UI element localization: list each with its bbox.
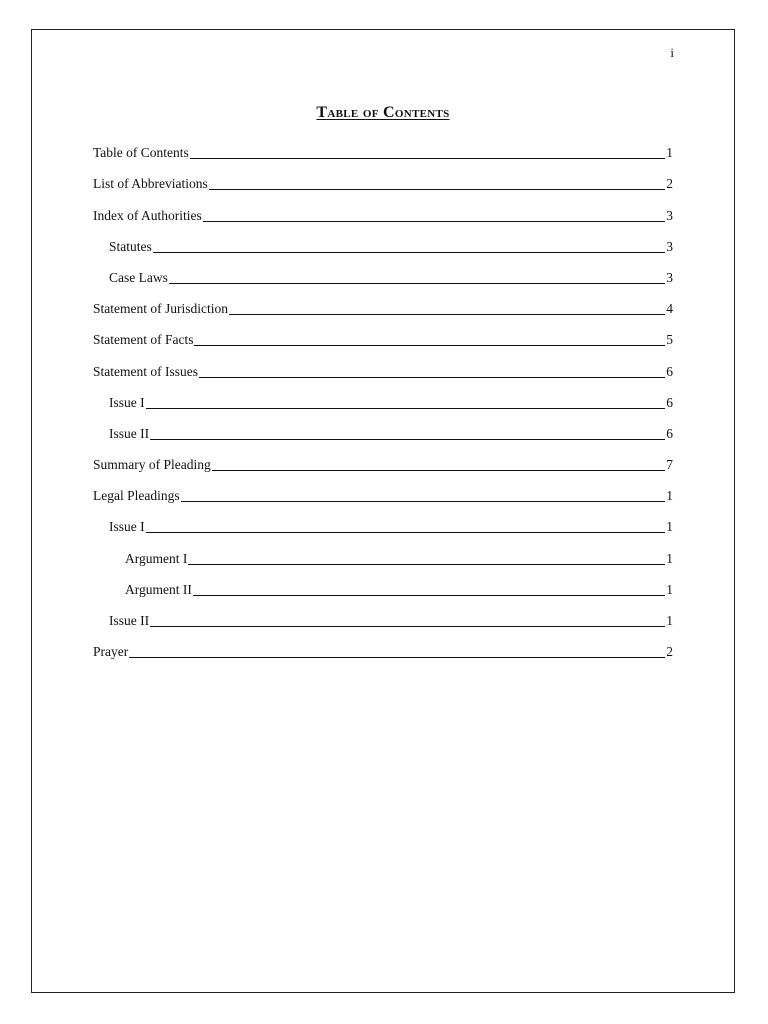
page-number: i (670, 45, 674, 60)
toc-entry-label: Index of Authorities (93, 207, 202, 223)
toc-entry-label: Case Laws (109, 269, 168, 285)
toc-entry-label: Argument II (125, 581, 192, 597)
toc-entry[interactable] (93, 505, 673, 536)
toc-entry-page: 6 (666, 394, 673, 410)
toc-leader-line (199, 376, 665, 378)
toc-entry-page: 5 (666, 332, 673, 348)
toc-leader-line (129, 656, 665, 658)
toc-leader-line (146, 531, 666, 533)
toc-entry-page: 4 (666, 301, 673, 317)
toc-entry-label: Prayer (93, 644, 129, 660)
toc-entry-page: 7 (666, 457, 673, 473)
toc-entry-page: 3 (666, 269, 673, 285)
toc-entry-page: 1 (666, 488, 673, 504)
toc-entry[interactable] (93, 412, 673, 443)
toc-entry-label: Statement of Facts (93, 332, 194, 348)
toc-entry-page: 2 (666, 644, 673, 660)
toc-entry[interactable] (93, 193, 673, 224)
toc-entry-label: Issue I (109, 394, 145, 410)
toc-entry[interactable] (93, 349, 673, 380)
toc-leader-line (193, 594, 665, 596)
toc-entry[interactable] (93, 318, 673, 349)
toc-entry-label: Issue II (109, 613, 150, 628)
toc-leader-line (150, 625, 665, 627)
toc-entry-page: 1 (666, 550, 673, 566)
toc-entry-page: 3 (666, 238, 673, 254)
toc-entry-page: 1 (666, 145, 673, 161)
toc-entry[interactable] (93, 599, 673, 630)
toc-entry-page: 2 (666, 176, 673, 192)
toc-entry-page: 1 (666, 519, 673, 535)
toc-entry-page: 3 (666, 207, 673, 223)
toc-entry[interactable] (93, 162, 673, 193)
toc-entry[interactable] (93, 256, 673, 287)
toc-leader-line (153, 251, 666, 253)
toc-leader-line (194, 344, 665, 346)
toc-entry[interactable] (93, 443, 673, 474)
toc-heading (32, 104, 734, 122)
toc-entry-label: Issue I (109, 519, 145, 535)
toc-entry[interactable] (93, 131, 673, 162)
toc-leader-line (150, 438, 665, 440)
toc-entry-label: Summary of Pleading (93, 457, 211, 473)
toc-entry[interactable] (93, 630, 673, 661)
toc-entry-label: Issue II (109, 425, 150, 441)
toc-entry-label: Statement of Jurisdiction (93, 301, 228, 317)
document-page (31, 29, 735, 993)
toc-leader-line (203, 220, 666, 222)
toc-leader-line (229, 313, 665, 315)
toc-leader-line (190, 157, 665, 159)
toc-entry[interactable] (93, 225, 673, 256)
toc-entry-label: Statutes (109, 238, 152, 254)
toc-entry[interactable] (93, 381, 673, 412)
toc-leader-line (188, 563, 665, 565)
toc-leader-line (169, 282, 665, 284)
toc-entry-page: 1 (666, 613, 673, 628)
toc-entry[interactable] (93, 287, 673, 318)
toc-entry[interactable] (93, 568, 673, 599)
toc-entry-label: List of Abbreviations (93, 176, 208, 192)
toc-heading-text: Table of Contents (316, 104, 450, 121)
toc-leader-line (181, 500, 666, 502)
toc-entry-label: Table of Contents (93, 145, 189, 161)
toc-entry-page: 6 (666, 363, 673, 379)
toc-leader-line (212, 469, 666, 471)
toc-entry[interactable] (93, 536, 673, 567)
toc-leader-line (146, 407, 666, 409)
toc-entry-label: Statement of Issues (93, 363, 198, 379)
toc-leader-line (209, 188, 666, 190)
toc-entry-label: Argument I (125, 550, 188, 566)
toc-list (93, 131, 673, 661)
toc-entry-label: Legal Pleadings (93, 488, 180, 504)
toc-entry-page: 6 (666, 425, 673, 441)
toc-entry[interactable] (93, 474, 673, 505)
toc-entry-page: 1 (666, 581, 673, 597)
